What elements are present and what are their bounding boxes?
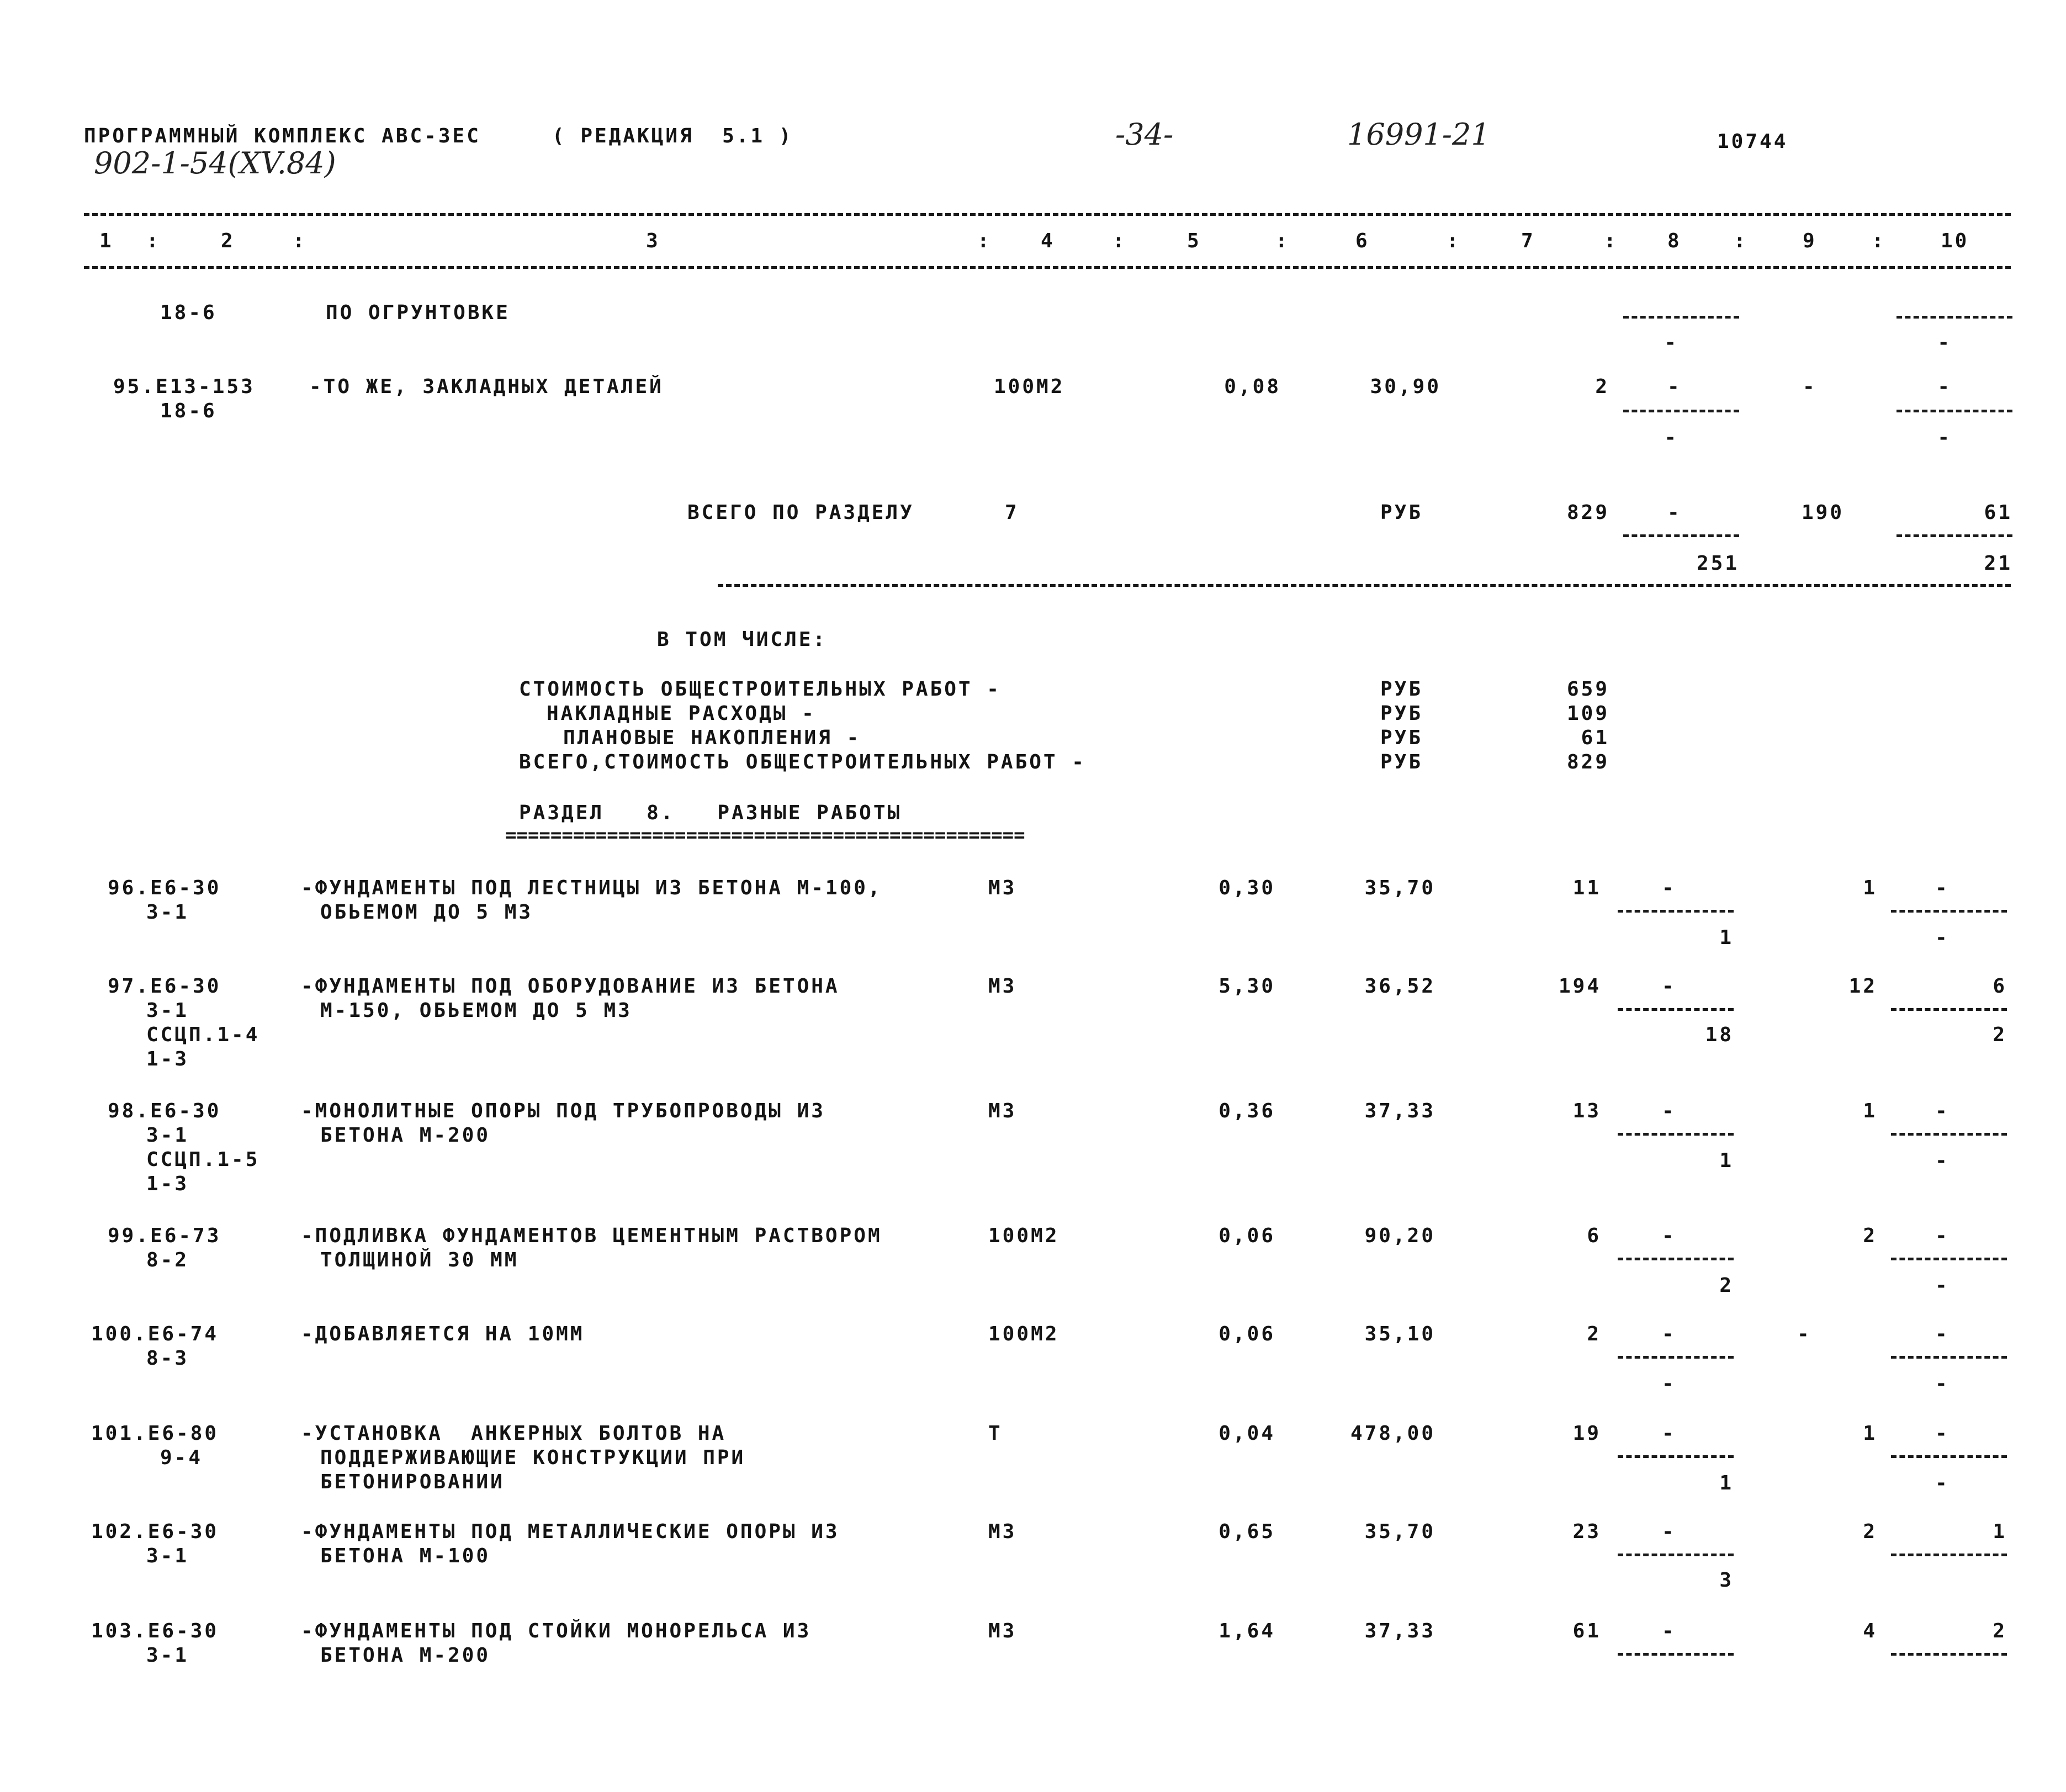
- breakdown-label: НАКЛАДНЫЕ РАСХОДЫ -: [547, 702, 816, 725]
- fraction-line: [1897, 410, 2012, 412]
- col-sep: :: [293, 230, 307, 252]
- cell-unit: М3: [988, 1520, 1017, 1543]
- page-number: -34-: [1115, 117, 1174, 152]
- cell-c8-top: -: [1662, 1323, 1676, 1345]
- row-description: ТОЛЩИНОЙ 30 ММ: [320, 1249, 519, 1271]
- cell-c8-bottom: 18: [1705, 1024, 1734, 1046]
- cell-qty: 0,06: [1219, 1224, 1275, 1247]
- row-description: -ТО ЖЕ, ЗАКЛАДНЫХ ДЕТАЛЕЙ: [309, 375, 664, 398]
- sheet-code: 10744: [1717, 130, 1788, 153]
- cell-c10-top: -: [1937, 375, 1952, 398]
- cell-c10-bottom: -: [1937, 426, 1952, 449]
- cell-total: 23: [1572, 1520, 1601, 1543]
- section-number: 7: [1005, 501, 1019, 524]
- fraction-line: [1891, 1653, 2007, 1656]
- fraction-line: [1618, 1653, 1734, 1656]
- cell-c8-bottom: -: [1662, 1372, 1676, 1395]
- row-code: 18-6: [160, 301, 217, 324]
- cell-c8-bottom: 251: [1696, 552, 1739, 575]
- cell-c8-bottom: 1: [1719, 1472, 1734, 1494]
- cell-qty: 0,06: [1219, 1323, 1275, 1345]
- cell-c9: -: [1797, 1323, 1811, 1345]
- row-description: БЕТОНИРОВАНИИ: [320, 1471, 505, 1493]
- col-sep: :: [1275, 230, 1290, 252]
- breakdown-value: 109: [1566, 702, 1609, 725]
- fraction-line: [1891, 1133, 2007, 1136]
- cell-c9: 4: [1863, 1620, 1877, 1642]
- cell-c10-bottom: -: [1935, 926, 1950, 949]
- cell-c10-bottom: -: [1937, 331, 1952, 354]
- row-code: 97.Е6-30: [108, 975, 221, 998]
- row-description: БЕТОНА М-100: [320, 1545, 491, 1567]
- col-8: 8: [1667, 230, 1682, 252]
- cell-total: 2: [1595, 375, 1609, 398]
- row-subcode: 3-1: [146, 1124, 189, 1147]
- program-title: ПРОГРАММНЫЙ КОМПЛЕКС АВС-ЗЕС: [84, 125, 481, 147]
- cell-total: 11: [1572, 877, 1601, 899]
- cell-c10-top: -: [1935, 1422, 1950, 1445]
- cell-unit: М3: [988, 1100, 1017, 1122]
- row-code: 96.Е6-30: [108, 877, 221, 899]
- col-6: 6: [1355, 230, 1370, 252]
- cell-price: 35,10: [1364, 1323, 1435, 1345]
- fraction-line: [1618, 1356, 1734, 1359]
- cell-unit: 100М2: [988, 1323, 1060, 1345]
- row-subcode: 1-3: [146, 1173, 189, 1195]
- breakdown-label: ПЛАНОВЫЕ НАКОПЛЕНИЯ -: [563, 727, 861, 749]
- cell-c9: 190: [1801, 501, 1844, 524]
- cell-c8-top: -: [1662, 1224, 1676, 1247]
- row-code: 99.Е6-73: [108, 1224, 221, 1247]
- cell-total: 19: [1572, 1422, 1601, 1445]
- row-description: -ПОДЛИВКА ФУНДАМЕНТОВ ЦЕМЕНТНЫМ РАСТВОРОМ: [301, 1224, 882, 1247]
- cell-c10-top: 2: [1993, 1620, 2007, 1642]
- col-5: 5: [1187, 230, 1201, 252]
- cell-price: 37,33: [1364, 1100, 1435, 1122]
- cell-c8-bottom: 1: [1719, 926, 1734, 949]
- cell-c10-top: -: [1935, 1100, 1950, 1122]
- col-sep: :: [977, 230, 992, 252]
- cell-price: 35,70: [1364, 877, 1435, 899]
- section-total-rule: [718, 584, 2011, 587]
- cell-qty: 0,36: [1219, 1100, 1275, 1122]
- fraction-line: [1623, 534, 1739, 537]
- row-description: -МОНОЛИТНЫЕ ОПОРЫ ПОД ТРУБОПРОВОДЫ ИЗ: [301, 1100, 825, 1122]
- cell-c10-top: 6: [1993, 975, 2007, 998]
- cell-price: 35,70: [1364, 1520, 1435, 1543]
- cell-total: 6: [1587, 1224, 1601, 1247]
- fraction-line: [1623, 316, 1739, 319]
- edition-label: ( РЕДАКЦИЯ 5.1 ): [552, 125, 793, 147]
- cell-c8-top: -: [1662, 1100, 1676, 1122]
- cell-c10-top: -: [1935, 1323, 1950, 1345]
- row-description: ПОДДЕРЖИВАЮЩИЕ КОНСТРУКЦИИ ПРИ: [320, 1446, 746, 1469]
- cell-qty: 0,08: [1224, 375, 1281, 398]
- fraction-line: [1618, 1008, 1734, 1011]
- cell-qty: 1,64: [1219, 1620, 1275, 1642]
- row-description: ПО ОГРУНТОВКЕ: [326, 301, 510, 324]
- row-code: 100.Е6-74: [91, 1323, 219, 1345]
- cell-unit: М3: [988, 1620, 1017, 1642]
- col-sep: :: [1113, 230, 1127, 252]
- row-subcode: ССЦП.1-4: [146, 1024, 260, 1046]
- fraction-line: [1618, 1258, 1734, 1260]
- row-subcode: 18-6: [160, 400, 217, 422]
- col-sep: :: [1604, 230, 1618, 252]
- cell-c8-top: -: [1662, 1520, 1676, 1543]
- cell-c10-top: 61: [1984, 501, 2012, 524]
- cell-c8-top: -: [1667, 501, 1682, 524]
- row-description: БЕТОНА М-200: [320, 1644, 491, 1667]
- row-code: 95.Е13-153: [113, 375, 255, 398]
- row-subcode: 9-4: [160, 1446, 203, 1469]
- section-total-label: ВСЕГО ПО РАЗДЕЛУ: [687, 501, 914, 524]
- cell-c8-bottom: 1: [1719, 1149, 1734, 1172]
- row-description: -УСТАНОВКА АНКЕРНЫХ БОЛТОВ НА: [301, 1422, 727, 1445]
- fraction-line: [1618, 910, 1734, 913]
- col-10: 10: [1941, 230, 1969, 252]
- cell-qty: 5,30: [1219, 975, 1275, 998]
- breakdown-label: ВСЕГО,СТОИМОСТЬ ОБЩЕСТРОИТЕЛЬНЫХ РАБОТ -: [519, 751, 1086, 773]
- cell-c8-top: -: [1667, 375, 1682, 398]
- row-subcode: 1-3: [146, 1048, 189, 1070]
- cell-c9: 1: [1863, 1422, 1877, 1445]
- cell-price: 37,33: [1364, 1620, 1435, 1642]
- breakdown-unit: РУБ: [1380, 727, 1423, 749]
- fraction-line: [1891, 910, 2007, 913]
- cell-c8-top: -: [1662, 1620, 1676, 1642]
- cell-c9: 2: [1863, 1520, 1877, 1543]
- breakdown-value: 659: [1566, 678, 1609, 701]
- row-description: -ДОБАВЛЯЕТСЯ НА 10ММ: [301, 1323, 585, 1345]
- row-description: М-150, ОБЬЕМОМ ДО 5 М3: [320, 999, 632, 1022]
- cell-c8-bottom: -: [1664, 426, 1678, 449]
- col-sep: :: [146, 230, 161, 252]
- col-1: 1: [99, 230, 114, 252]
- col-7: 7: [1521, 230, 1535, 252]
- col-sep: :: [1872, 230, 1886, 252]
- cell-price: 36,52: [1364, 975, 1435, 998]
- breakdown-unit: РУБ: [1380, 751, 1423, 773]
- cell-c10-top: -: [1935, 877, 1950, 899]
- cell-c8-top: -: [1662, 877, 1676, 899]
- cell-c8-bottom: -: [1664, 331, 1678, 354]
- row-subcode: 8-3: [146, 1347, 189, 1370]
- cell-total: 194: [1558, 975, 1601, 998]
- row-description: ОБЬЕМОМ ДО 5 М3: [320, 901, 533, 924]
- cell-total: 61: [1572, 1620, 1601, 1642]
- breakdown-value: 829: [1566, 751, 1609, 773]
- row-description: -ФУНДАМЕНТЫ ПОД ЛЕСТНИЦЫ ИЗ БЕТОНА М-100,: [301, 877, 882, 899]
- fraction-line: [1618, 1133, 1734, 1136]
- cell-c9: 1: [1863, 1100, 1877, 1122]
- fraction-line: [1891, 1258, 2007, 1260]
- cell-qty: 0,30: [1219, 877, 1275, 899]
- row-code: 98.Е6-30: [108, 1100, 221, 1122]
- cell-unit: 100М2: [994, 375, 1065, 398]
- row-subcode: 8-2: [146, 1249, 189, 1271]
- col-sep: :: [1447, 230, 1461, 252]
- row-subcode: 3-1: [146, 1644, 189, 1667]
- cell-c10-bottom: -: [1935, 1472, 1950, 1494]
- row-description: -ФУНДАМЕНТЫ ПОД ОБОРУДОВАНИЕ ИЗ БЕТОНА: [301, 975, 840, 998]
- cell-qty: 0,04: [1219, 1422, 1275, 1445]
- col-sep: :: [1734, 230, 1748, 252]
- doc-code: 16991-21: [1347, 117, 1490, 152]
- cell-c9: 12: [1848, 975, 1877, 998]
- row-description: -ФУНДАМЕНТЫ ПОД МЕТАЛЛИЧЕСКИЕ ОПОРЫ ИЗ: [301, 1520, 840, 1543]
- col-4: 4: [1041, 230, 1055, 252]
- row-subcode: 3-1: [146, 1545, 189, 1567]
- cell-c8-bottom: 2: [1719, 1274, 1734, 1297]
- row-code: 102.Е6-30: [91, 1520, 219, 1543]
- row-description: БЕТОНА М-200: [320, 1124, 491, 1147]
- project-code: 902-1-54(XV.84): [94, 146, 336, 181]
- col-2: 2: [221, 230, 235, 252]
- row-subcode: 3-1: [146, 901, 189, 924]
- fraction-line: [1623, 410, 1739, 412]
- row-subcode: ССЦП.1-5: [146, 1148, 260, 1171]
- col-9: 9: [1803, 230, 1817, 252]
- cell-c10-bottom: 2: [1993, 1024, 2007, 1046]
- row-subcode: 3-1: [146, 999, 189, 1022]
- section-underline: ==============================================: [505, 824, 1025, 846]
- fraction-line: [1897, 316, 2012, 319]
- cell-c10-top: -: [1935, 1224, 1950, 1247]
- cell-price: 30,90: [1370, 375, 1441, 398]
- cell-c10-bottom: -: [1935, 1274, 1950, 1297]
- cell-c8-bottom: 3: [1719, 1569, 1734, 1592]
- cell-price: 90,20: [1364, 1224, 1435, 1247]
- cell-total: 13: [1572, 1100, 1601, 1122]
- row-description: -ФУНДАМЕНТЫ ПОД СТОЙКИ МОНОРЕЛЬСА ИЗ: [301, 1620, 812, 1642]
- row-code: 103.Е6-30: [91, 1620, 219, 1642]
- cell-c10-bottom: -: [1935, 1149, 1950, 1172]
- fraction-line: [1897, 534, 2012, 537]
- breakdown-unit: РУБ: [1380, 702, 1423, 725]
- cell-c10-top: 1: [1993, 1520, 2007, 1543]
- section-title: РАЗДЕЛ 8. РАЗНЫЕ РАБОТЫ: [519, 802, 902, 824]
- header-rule-top: [84, 213, 2011, 216]
- fraction-line: [1891, 1008, 2007, 1011]
- cell-c9: 2: [1863, 1224, 1877, 1247]
- breakdown-title: В ТОМ ЧИСЛЕ:: [657, 628, 828, 651]
- cell-price: 478,00: [1350, 1422, 1435, 1445]
- fraction-line: [1891, 1356, 2007, 1359]
- row-code: 101.Е6-80: [91, 1422, 219, 1445]
- cell-total: 2: [1587, 1323, 1601, 1345]
- cell-total: 829: [1566, 501, 1609, 524]
- breakdown-unit: РУБ: [1380, 678, 1423, 701]
- cell-unit: РУБ: [1380, 501, 1423, 524]
- header-rule-bottom: [84, 266, 2011, 269]
- cell-unit: М3: [988, 877, 1017, 899]
- cell-unit: Т: [988, 1422, 1003, 1445]
- cell-unit: М3: [988, 975, 1017, 998]
- breakdown-label: СТОИМОСТЬ ОБЩЕСТРОИТЕЛЬНЫХ РАБОТ -: [519, 678, 1001, 701]
- breakdown-value: 61: [1581, 727, 1609, 749]
- fraction-line: [1891, 1455, 2007, 1458]
- cell-c10-bottom: 21: [1984, 552, 2012, 575]
- cell-c9: 1: [1863, 877, 1877, 899]
- cell-unit: 100М2: [988, 1224, 1060, 1247]
- cell-c10-bottom: -: [1935, 1372, 1950, 1395]
- fraction-line: [1618, 1554, 1734, 1556]
- cell-c8-top: -: [1662, 1422, 1676, 1445]
- cell-c9: -: [1803, 375, 1817, 398]
- cell-c8-top: -: [1662, 975, 1676, 998]
- cell-qty: 0,65: [1219, 1520, 1275, 1543]
- fraction-line: [1891, 1554, 2007, 1556]
- col-3: 3: [646, 230, 660, 252]
- fraction-line: [1618, 1455, 1734, 1458]
